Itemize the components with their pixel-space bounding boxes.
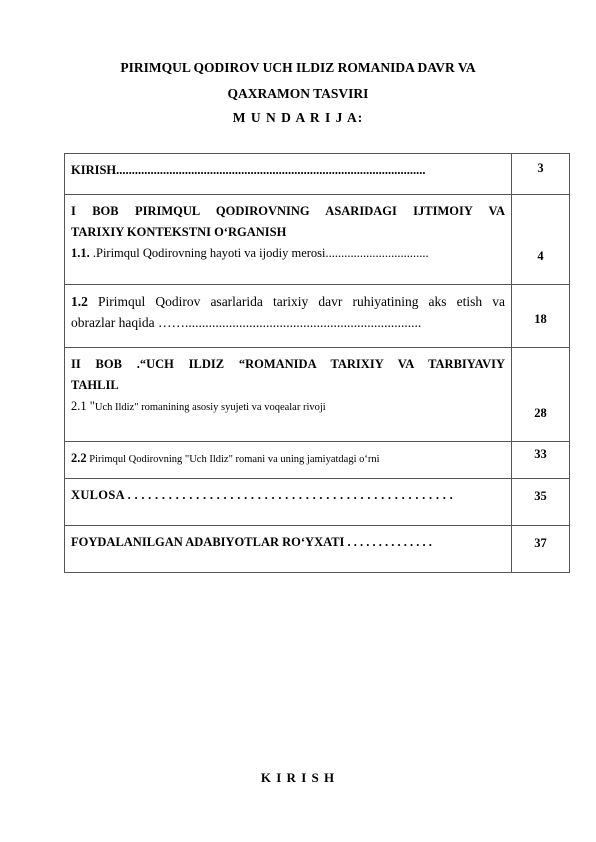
toc-row-section-1-2 — [65, 285, 570, 348]
toc-page-number: 28 — [534, 406, 547, 420]
section-title-line-1: Pirimqul Qodirov asarlarida tarixiy davr ruhiyatining aks etish va — [87, 294, 505, 309]
toc-row-section-2-2 — [65, 442, 570, 479]
toc-entry-text: KIRISH................................................................................................... — [71, 163, 426, 177]
toc-page-number: 35 — [534, 489, 547, 503]
document-title-line-1: PIRIMQUL QODIROV UCH ILDIZ ROMANIDA DAVR VA — [120, 60, 476, 75]
toc-row-conclusion — [65, 479, 570, 526]
toc-page-number: 37 — [534, 536, 547, 550]
toc-page-number: 18 — [534, 312, 547, 326]
toc-row-chapter-1 — [65, 195, 570, 285]
section-number: 2.1 " — [71, 399, 95, 413]
table-of-contents — [64, 153, 570, 573]
section-number: 1.1. — [71, 246, 90, 260]
section-number: 1.2 — [71, 294, 88, 309]
chapter-heading-line-2: TARIXIY KONTEKSTNI O‘RGANISH — [71, 225, 287, 239]
section-title: Uch Ildiz" romanining asosiy syujeti va voqealar rivoji — [94, 402, 326, 413]
document-title-line-2: QAXRAMON TASVIRI — [227, 86, 369, 101]
chapter-heading-line-2: TAHLIL — [71, 378, 119, 392]
section-number: 2.2 — [71, 451, 87, 465]
toc-row-bibliography — [65, 526, 570, 573]
introduction-heading: K I R I S H — [260, 770, 336, 785]
toc-page-number: 33 — [534, 447, 547, 461]
contents-heading: M U N D A R I J A: — [232, 110, 364, 125]
section-title: .Pirimqul Qodirovning hayoti va ijodiy merosi................................. — [89, 246, 429, 260]
chapter-heading-line-1: II BOB .“UCH ILDIZ “ROMANIDA TARIXIY VA TARBIYAVIY — [71, 357, 505, 371]
section-title-line-2: obrazlar haqida ……...................................................................... — [71, 315, 422, 330]
toc-page-number: 3 — [537, 161, 544, 175]
toc-entry-text: FOYDALANILGAN ADABIYOTLAR RO‘YXATI . . . . . . . . . . . . . . — [71, 535, 432, 549]
chapter-heading-line-1: I BOB PIRIMQUL QODIROVNING ASARIDAGI IJTIMOIY VA — [71, 204, 505, 218]
toc-row-chapter-2 — [65, 348, 570, 442]
toc-page-number: 4 — [537, 249, 544, 263]
section-title: Pirimqul Qodirovning "Uch Ildiz" romani va uning jamiyatdagi o‘rni — [86, 454, 380, 465]
toc-entry-text: XULOSA . . . . . . . . . . . . . . . . . . . . . . . . . . . . . . . . . . . . . . . . . . . . . . . . — [71, 488, 454, 502]
toc-row-introduction — [65, 154, 570, 195]
